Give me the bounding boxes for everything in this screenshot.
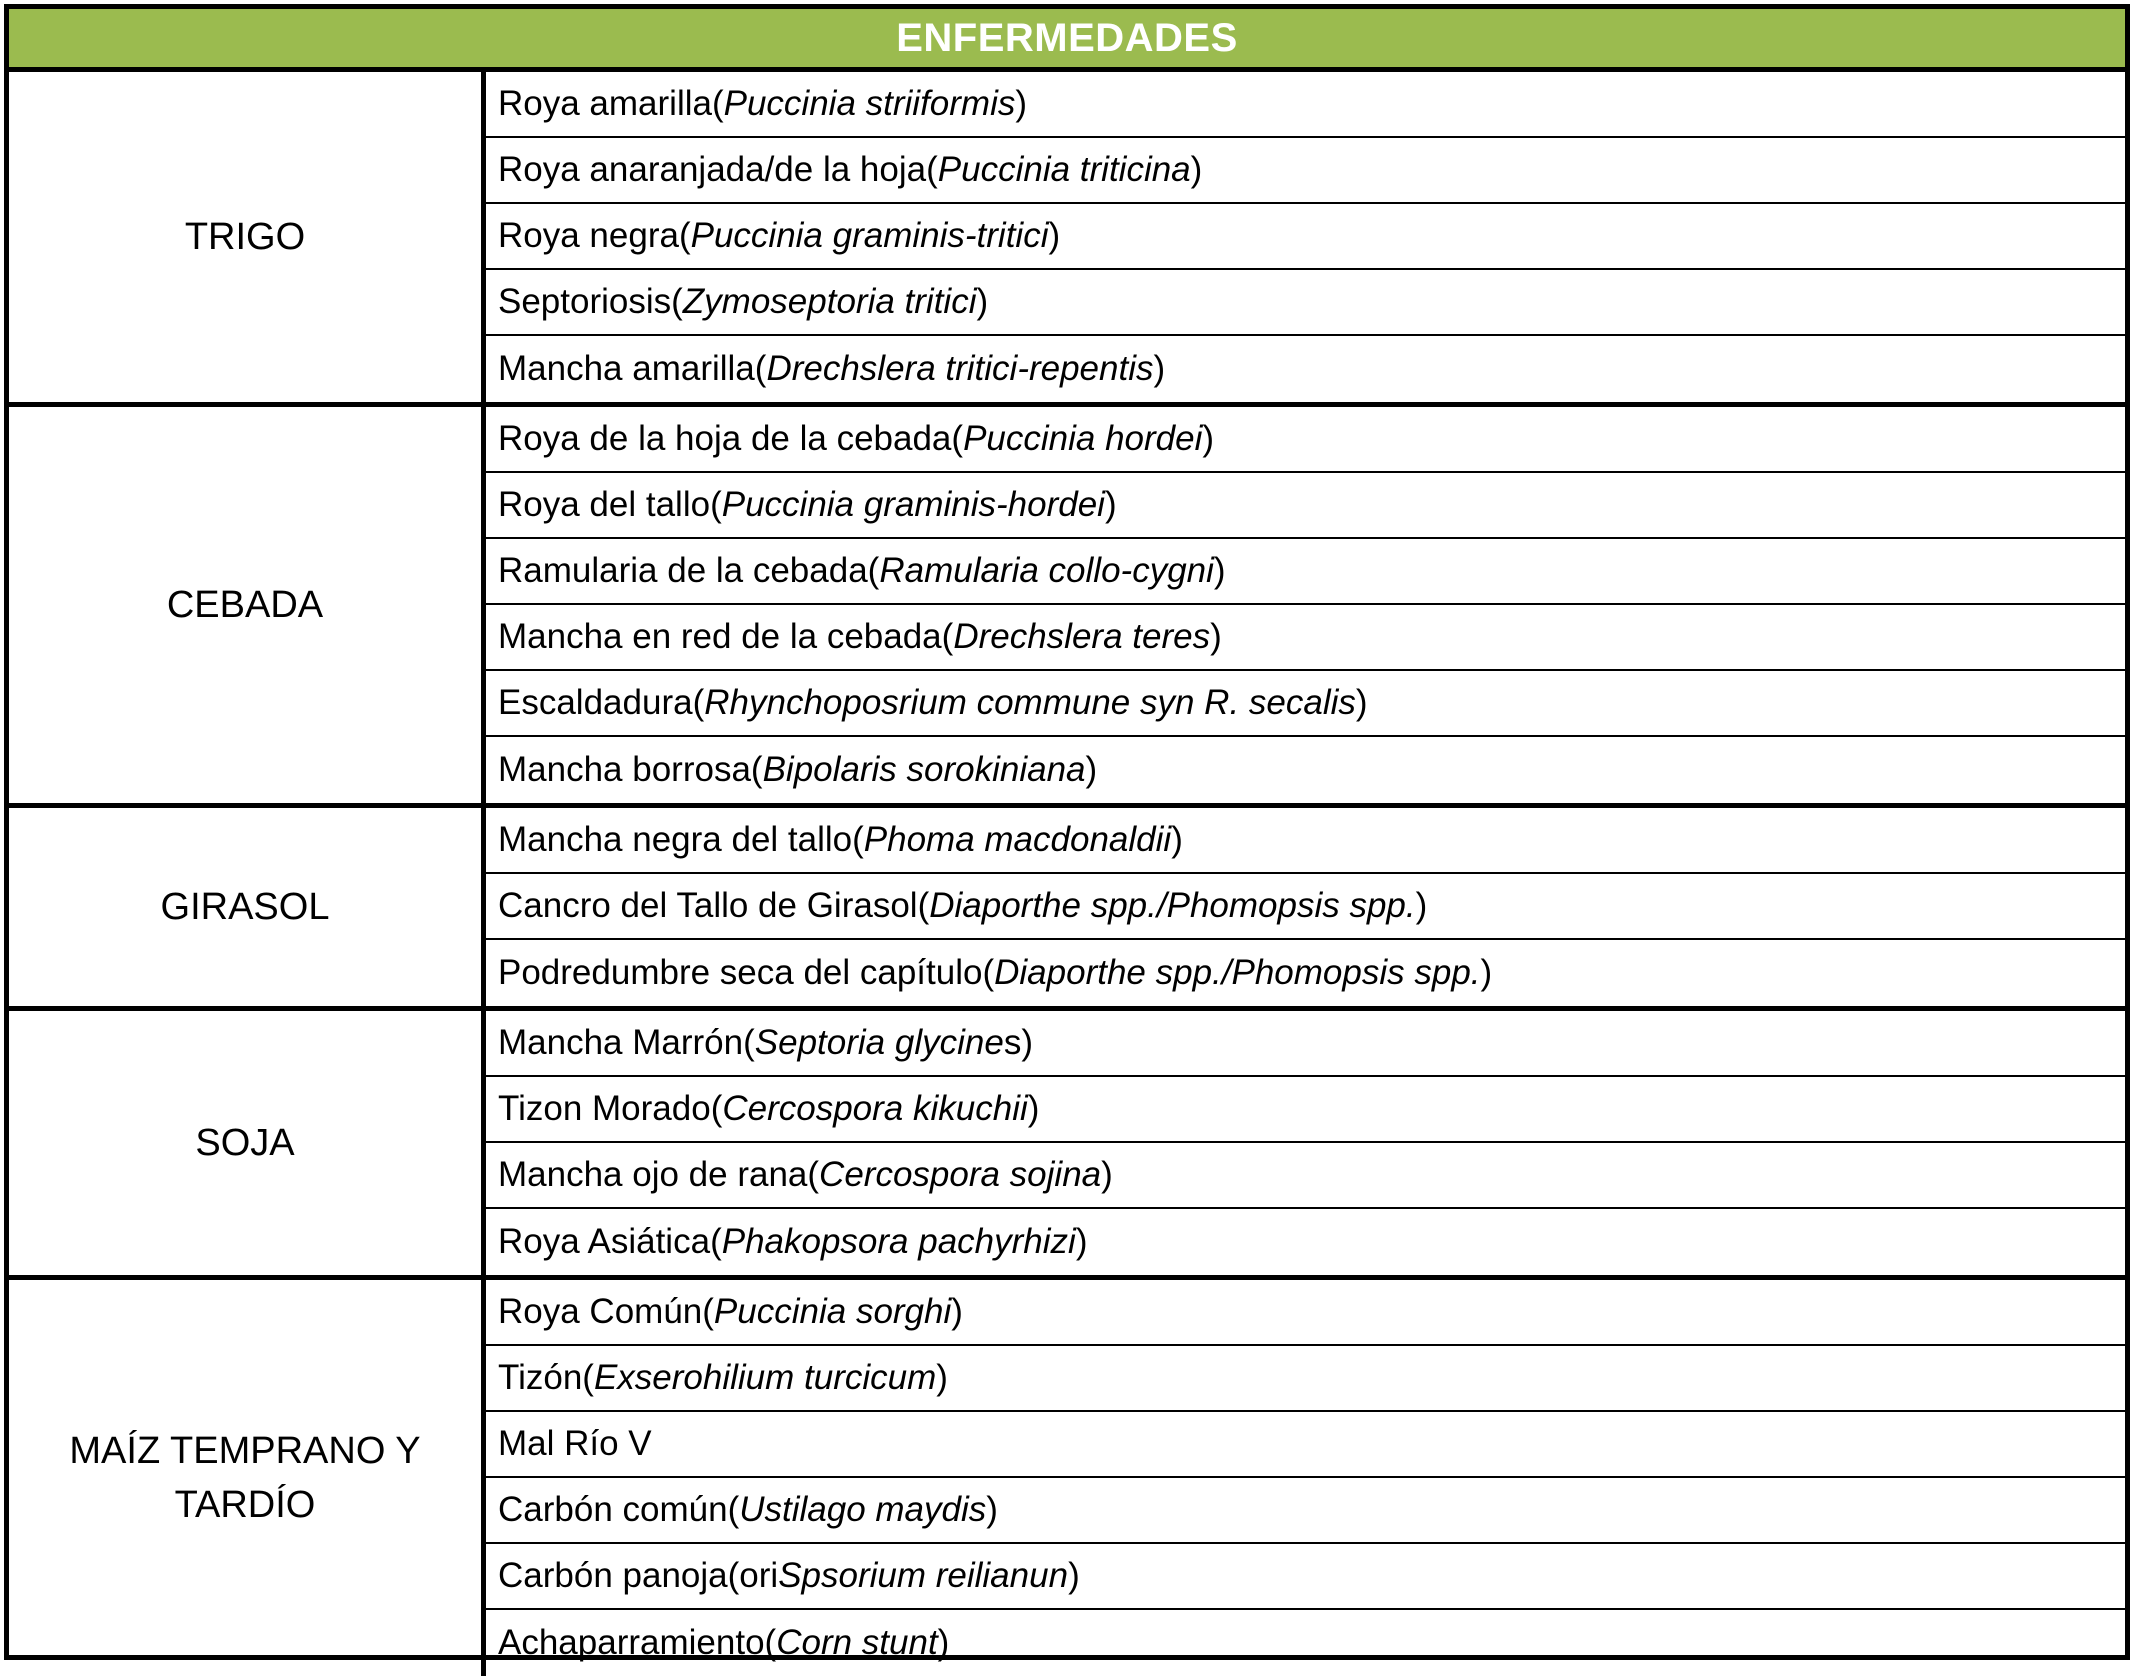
disease-common-name: Roya Común [498, 1292, 703, 1331]
disease-row [486, 204, 2125, 270]
disease-row [486, 737, 2125, 803]
disease-common-name: Mal Río V [498, 1424, 652, 1463]
disease-paren-open: (ori [727, 1556, 779, 1595]
disease-row [486, 1610, 2125, 1676]
disease-row [486, 1346, 2125, 1412]
disease-common-name: Mancha negra del tallo [498, 820, 853, 859]
disease-paren-open: ( [807, 1155, 820, 1194]
disease-paren-open: ( [743, 1023, 755, 1062]
disease-scientific-name: Puccinia graminis-hordei [721, 485, 1105, 524]
disease-paren-open: ( [710, 1222, 722, 1261]
disease-row [486, 539, 2125, 605]
disease-paren-close: ) [936, 1358, 948, 1397]
disease-paren-close: ) [1153, 349, 1166, 388]
disease-common-name: Roya amarilla [498, 84, 712, 123]
crop-group [9, 407, 2125, 808]
disease-paren-open: ( [727, 1490, 740, 1529]
disease-paren-open: ( [982, 953, 995, 992]
crop-name: SOJA [9, 1011, 486, 1275]
disease-common-name: Mancha amarilla [498, 349, 755, 388]
disease-paren-open: ( [692, 683, 705, 722]
disease-paren-close: ) [1355, 683, 1368, 722]
disease-scientific-name: Puccinia sorghi [713, 1292, 952, 1331]
crop-group [9, 1011, 2125, 1280]
diseases-table [4, 4, 2130, 1660]
disease-row [486, 874, 2125, 940]
disease-paren-open: ( [941, 617, 954, 656]
disease-scientific-name: Cercospora kikuchii [722, 1089, 1028, 1128]
disease-paren-close: ) [1213, 551, 1226, 590]
disease-paren-close: ) [1202, 419, 1215, 458]
disease-paren-open: ( [711, 84, 724, 123]
disease-scientific-name: Corn stunt [776, 1623, 938, 1662]
disease-scientific-name: Diaporthe spp./Phomopsis spp. [994, 953, 1481, 992]
disease-common-name: Roya de la hoja de la cebada [498, 419, 952, 458]
disease-common-name: Roya negra [498, 216, 679, 255]
disease-scientific-name: Zymoseptoria tritici [682, 282, 977, 321]
crop-group [9, 1280, 2125, 1676]
disease-paren-open: ( [582, 1358, 594, 1397]
disease-row [486, 1544, 2125, 1610]
disease-common-name: Tizón [498, 1358, 583, 1397]
disease-row [486, 1011, 2125, 1077]
crop-name: CEBADA [9, 407, 486, 803]
disease-common-name: Septoriosis [498, 282, 672, 321]
disease-paren-open: ( [951, 419, 964, 458]
disease-list [486, 1280, 2125, 1676]
disease-common-name: Roya del tallo [498, 485, 711, 524]
disease-common-name: Roya Asiática [498, 1222, 711, 1261]
disease-scientific-name: Phoma macdonaldii [863, 820, 1172, 859]
disease-paren-open: ( [917, 886, 930, 925]
disease-row [486, 1478, 2125, 1544]
disease-common-name: Mancha borrosa [498, 750, 751, 789]
crop-group [9, 72, 2125, 407]
disease-paren-close: ) [937, 1623, 950, 1662]
disease-row [486, 808, 2125, 874]
disease-paren-close: ) [986, 1490, 998, 1529]
disease-list [486, 1011, 2125, 1275]
disease-paren-close: ) [1190, 150, 1203, 189]
disease-common-name: Achaparramiento [498, 1623, 765, 1662]
disease-paren-open: ( [671, 282, 683, 321]
disease-paren-close: ) [951, 1292, 963, 1331]
disease-row [486, 940, 2125, 1006]
disease-paren-close: s) [1003, 1023, 1033, 1062]
disease-scientific-name: Phakopsora pachyrhizi [721, 1222, 1076, 1261]
crop-groups [9, 72, 2125, 1676]
disease-paren-open: ( [678, 216, 691, 255]
disease-paren-open: ( [702, 1292, 714, 1331]
disease-scientific-name: Puccinia graminis-tritici [690, 216, 1049, 255]
disease-row [486, 605, 2125, 671]
disease-scientific-name: Cercospora sojina [819, 1155, 1102, 1194]
disease-common-name: Mancha Marrón [498, 1023, 744, 1062]
disease-paren-open: ( [764, 1623, 777, 1662]
crop-group [9, 808, 2125, 1011]
disease-paren-open: ( [710, 1089, 723, 1128]
disease-row [486, 1077, 2125, 1143]
disease-scientific-name: Ramularia collo-cygni [879, 551, 1214, 590]
disease-common-name: Mancha ojo de rana [498, 1155, 808, 1194]
disease-common-name: Carbón panoja [498, 1556, 728, 1595]
disease-list [486, 72, 2125, 402]
disease-common-name: Tizon Morado [498, 1089, 711, 1128]
disease-paren-close: ) [976, 282, 989, 321]
disease-scientific-name: Puccinia triticina [937, 150, 1191, 189]
crop-name: MAÍZ TEMPRANO Y TARDÍO [9, 1280, 486, 1676]
disease-row [486, 270, 2125, 336]
disease-common-name: Escaldadura [498, 683, 693, 722]
disease-scientific-name: Drechslera tritici-repentis [766, 349, 1154, 388]
disease-scientific-name: Drechslera teres [953, 617, 1211, 656]
disease-common-name: Podredumbre seca del capítulo [498, 953, 983, 992]
disease-paren-open: ( [926, 150, 938, 189]
disease-paren-open: ( [710, 485, 722, 524]
disease-paren-close: ) [1068, 1556, 1080, 1595]
crop-name: GIRASOL [9, 808, 486, 1006]
disease-row [486, 1209, 2125, 1275]
disease-row [486, 1280, 2125, 1346]
disease-paren-close: ) [1015, 84, 1028, 123]
disease-row [486, 138, 2125, 204]
disease-common-name: Carbón común [498, 1490, 728, 1529]
disease-row [486, 407, 2125, 473]
disease-paren-close: ) [1480, 953, 1493, 992]
disease-row [486, 671, 2125, 737]
disease-scientific-name: Exserohilium turcicum [593, 1358, 937, 1397]
disease-paren-close: ) [1085, 750, 1098, 789]
disease-list [486, 808, 2125, 1006]
disease-paren-close: ) [1104, 485, 1117, 524]
disease-paren-close: ) [1027, 1089, 1040, 1128]
disease-paren-open: ( [754, 349, 767, 388]
disease-common-name: Cancro del Tallo de Girasol [498, 886, 918, 925]
table-title: ENFERMEDADES [9, 9, 2125, 72]
disease-row [486, 1143, 2125, 1209]
disease-common-name: Ramularia de la cebada [498, 551, 868, 590]
disease-paren-close: ) [1210, 617, 1222, 656]
disease-scientific-name: Septoria glycine [754, 1023, 1004, 1062]
disease-scientific-name: Rhynchoposrium commune syn R. secalis [704, 683, 1356, 722]
disease-common-name: Roya anaranjada/de la hoja [498, 150, 927, 189]
disease-paren-open: ( [852, 820, 864, 859]
disease-scientific-name: Ustilago maydis [739, 1490, 987, 1529]
disease-row [486, 336, 2125, 402]
disease-paren-close: ) [1075, 1222, 1088, 1261]
crop-name: TRIGO [9, 72, 486, 402]
disease-paren-close: ) [1048, 216, 1061, 255]
disease-row [486, 72, 2125, 138]
disease-paren-open: ( [867, 551, 880, 590]
disease-common-name: Mancha en red de la cebada [498, 617, 942, 656]
disease-row [486, 473, 2125, 539]
disease-row [486, 1412, 2125, 1478]
disease-scientific-name: Puccinia striiformis [723, 84, 1016, 123]
disease-paren-open: ( [750, 750, 763, 789]
disease-scientific-name: Spsorium reilianun [778, 1556, 1069, 1595]
disease-paren-close: ) [1101, 1155, 1113, 1194]
disease-list [486, 407, 2125, 803]
disease-paren-close: ) [1415, 886, 1428, 925]
disease-paren-close: ) [1171, 820, 1183, 859]
disease-scientific-name: Diaporthe spp./Phomopsis spp. [929, 886, 1416, 925]
disease-scientific-name: Bipolaris sorokiniana [762, 750, 1086, 789]
disease-scientific-name: Puccinia hordei [963, 419, 1203, 458]
